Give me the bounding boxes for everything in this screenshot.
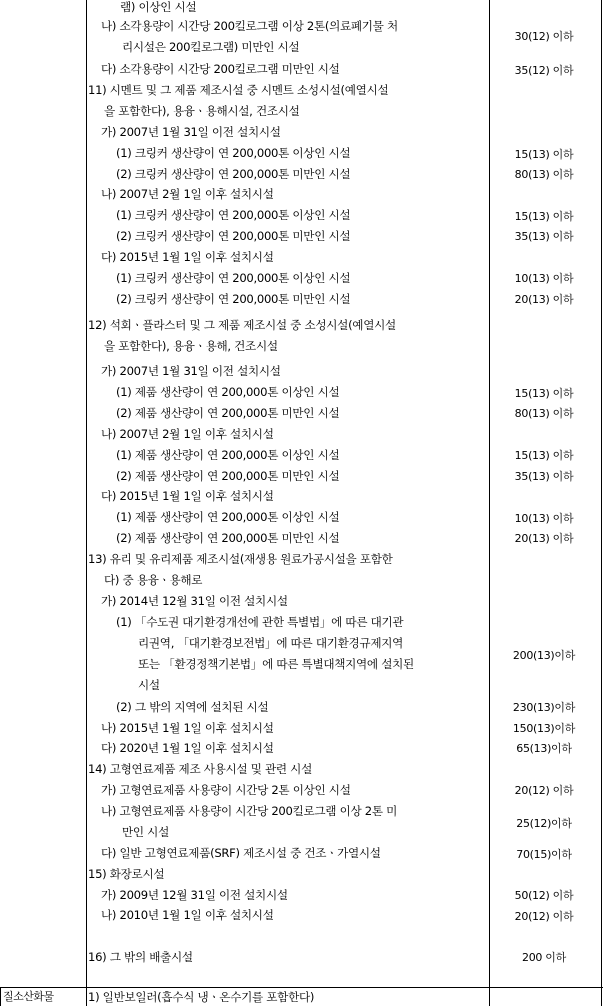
row-text: (2) 제품 생산량이 연 200,000톤 미만인 시설	[116, 531, 340, 545]
row-text: 나) 소각용량이 시간당 200킬로그램 이상 2톤(의료폐기물 처	[101, 19, 398, 33]
limit-value: 25(12)이하	[516, 817, 572, 830]
row-text: 가) 2014년 12월 31일 이전 설치시설	[101, 594, 288, 608]
limit-value: 10(13) 이하	[514, 512, 574, 525]
row-text: 13) 유리 및 유리제품 제조시설(재생용 원료가공시설을 포함한	[88, 552, 393, 566]
row-text: 또는 「환경정책기본법」에 따른 특별대책지역에 설치된	[138, 657, 414, 671]
limit-value: 200 이하	[522, 951, 566, 964]
limit-value: 80(13) 이하	[514, 168, 574, 181]
row-text: 가) 2007년 1월 31일 이전 설치시설	[101, 125, 281, 139]
row-text: 12) 석회ㆍ플라스터 및 그 제품 제조시설 중 소성시설(예열시설	[88, 318, 396, 332]
row-text: (2) 크링커 생산량이 연 200,000톤 미만인 시설	[116, 292, 351, 306]
row-text: 다) 2020년 1월 1일 이후 설치시설	[101, 741, 274, 755]
limit-value: 65(13)이하	[516, 742, 572, 755]
row-text: (1) 「수도권 대기환경개선에 관한 특별법」에 따른 대기관	[116, 615, 404, 629]
row-text: 15) 화장로시설	[88, 867, 165, 881]
row-text: (2) 크링커 생산량이 연 200,000톤 미만인 시설	[116, 229, 351, 243]
limit-value: 15(13) 이하	[514, 148, 574, 161]
limit-value: 230(13)이하	[512, 701, 576, 714]
row-text: 나) 2015년 1월 1일 이후 설치시설	[101, 721, 274, 735]
limit-value: 10(13) 이하	[514, 272, 574, 285]
right-border	[601, 0, 602, 1006]
row-text: 다) 2015년 1월 1일 이후 설치시설	[101, 489, 274, 503]
row-text: (2) 그 밖의 지역에 설치된 시설	[116, 700, 269, 714]
limit-value: 50(12) 이하	[514, 889, 574, 902]
row-text: 을 포함한다), 용융ㆍ용해, 건조시설	[104, 339, 278, 353]
row-text: 을 포함한다), 용융ㆍ용해시설, 건조시설	[104, 104, 300, 118]
row-text: (1) 크링커 생산량이 연 200,000톤 이상인 시설	[116, 146, 351, 160]
limit-value: 20(13) 이하	[514, 532, 574, 545]
row-text: 가) 고형연료제품 사용량이 시간당 2톤 이상인 시설	[101, 783, 351, 797]
outer-left-border	[0, 987, 1, 1006]
left-border	[86, 0, 87, 1006]
row-text: (1) 크링커 생산량이 연 200,000톤 이상인 시설	[116, 271, 351, 285]
limit-value: 15(13) 이하	[514, 210, 574, 223]
row-text: 다) 소각용량이 시간당 200킬로그램 미만인 시설	[101, 62, 340, 76]
limit-value: 15(13) 이하	[514, 449, 574, 462]
limit-value: 20(12) 이하	[514, 784, 574, 797]
row-text: 시설	[138, 678, 160, 692]
row-text: (2) 제품 생산량이 연 200,000톤 미만인 시설	[116, 469, 340, 483]
row-text: 다) 2015년 1월 1일 이후 설치시설	[101, 250, 274, 264]
row-text: 16) 그 밖의 배출시설	[88, 950, 193, 964]
row-text: 14) 고형연료제품 제조 사용시설 및 관련 시설	[88, 762, 312, 776]
row-text: (2) 제품 생산량이 연 200,000톤 미만인 시설	[116, 406, 340, 420]
category-divider	[0, 987, 603, 988]
limit-value: 200(13)이하	[512, 649, 576, 662]
limit-value: 150(13)이하	[512, 722, 576, 735]
row-text: 리시설은 200킬로그램) 미만인 시설	[122, 40, 300, 54]
row-text: 나) 2010년 1월 1일 이후 설치시설	[101, 908, 274, 922]
row-text: 다) 중 용융ㆍ용해로	[104, 573, 203, 587]
limit-value: 70(15)이하	[516, 848, 572, 861]
row-text: (1) 크링커 생산량이 연 200,000톤 이상인 시설	[116, 208, 351, 222]
limit-value: 35(12) 이하	[514, 64, 574, 77]
limit-value: 35(13) 이하	[514, 230, 574, 243]
row-text: (1) 제품 생산량이 연 200,000톤 이상인 시설	[116, 510, 340, 524]
row-text: 만인 시설	[122, 825, 169, 839]
limit-value: 35(13) 이하	[514, 470, 574, 483]
limit-value: 30(12) 이하	[514, 30, 574, 43]
row-text: 다) 일반 고형연료제품(SRF) 제조시설 중 건조ㆍ가열시설	[101, 846, 381, 860]
row-text: 가) 2009년 12월 31일 이전 설치시설	[101, 888, 288, 902]
limit-value: 20(12) 이하	[514, 910, 574, 923]
row-text: 1) 일반보일러(흡수식 냉ㆍ온수기를 포함한다)	[88, 990, 315, 1004]
row-text: 리권역, 「대기환경보전법」에 따른 대기환경규제지역	[138, 636, 404, 650]
row-text: 나) 2007년 2월 1일 이후 설치시설	[101, 427, 274, 441]
row-text: (2) 크링커 생산량이 연 200,000톤 미만인 시설	[116, 167, 351, 181]
limit-value: 20(13) 이하	[514, 293, 574, 306]
row-text: 가) 2007년 1월 31일 이전 설치시설	[101, 364, 281, 378]
limit-value: 80(13) 이하	[514, 407, 574, 420]
row-text: 나) 고형연료제품 사용량이 시간당 200킬로그램 이상 2톤 미	[101, 804, 398, 818]
limit-value: 15(13) 이하	[514, 387, 574, 400]
row-text: 11) 시멘트 및 그 제품 제조시설 중 시멘트 소성시설(예열시설	[88, 83, 389, 97]
row-text: 램) 이상인 시설	[120, 0, 197, 14]
row-text: 나) 2007년 2월 1일 이후 설치시설	[101, 187, 274, 201]
category-label: 질소산화물	[3, 990, 54, 1003]
row-text: (1) 제품 생산량이 연 200,000톤 이상인 시설	[116, 448, 340, 462]
row-text: (1) 제품 생산량이 연 200,000톤 이상인 시설	[116, 385, 340, 399]
